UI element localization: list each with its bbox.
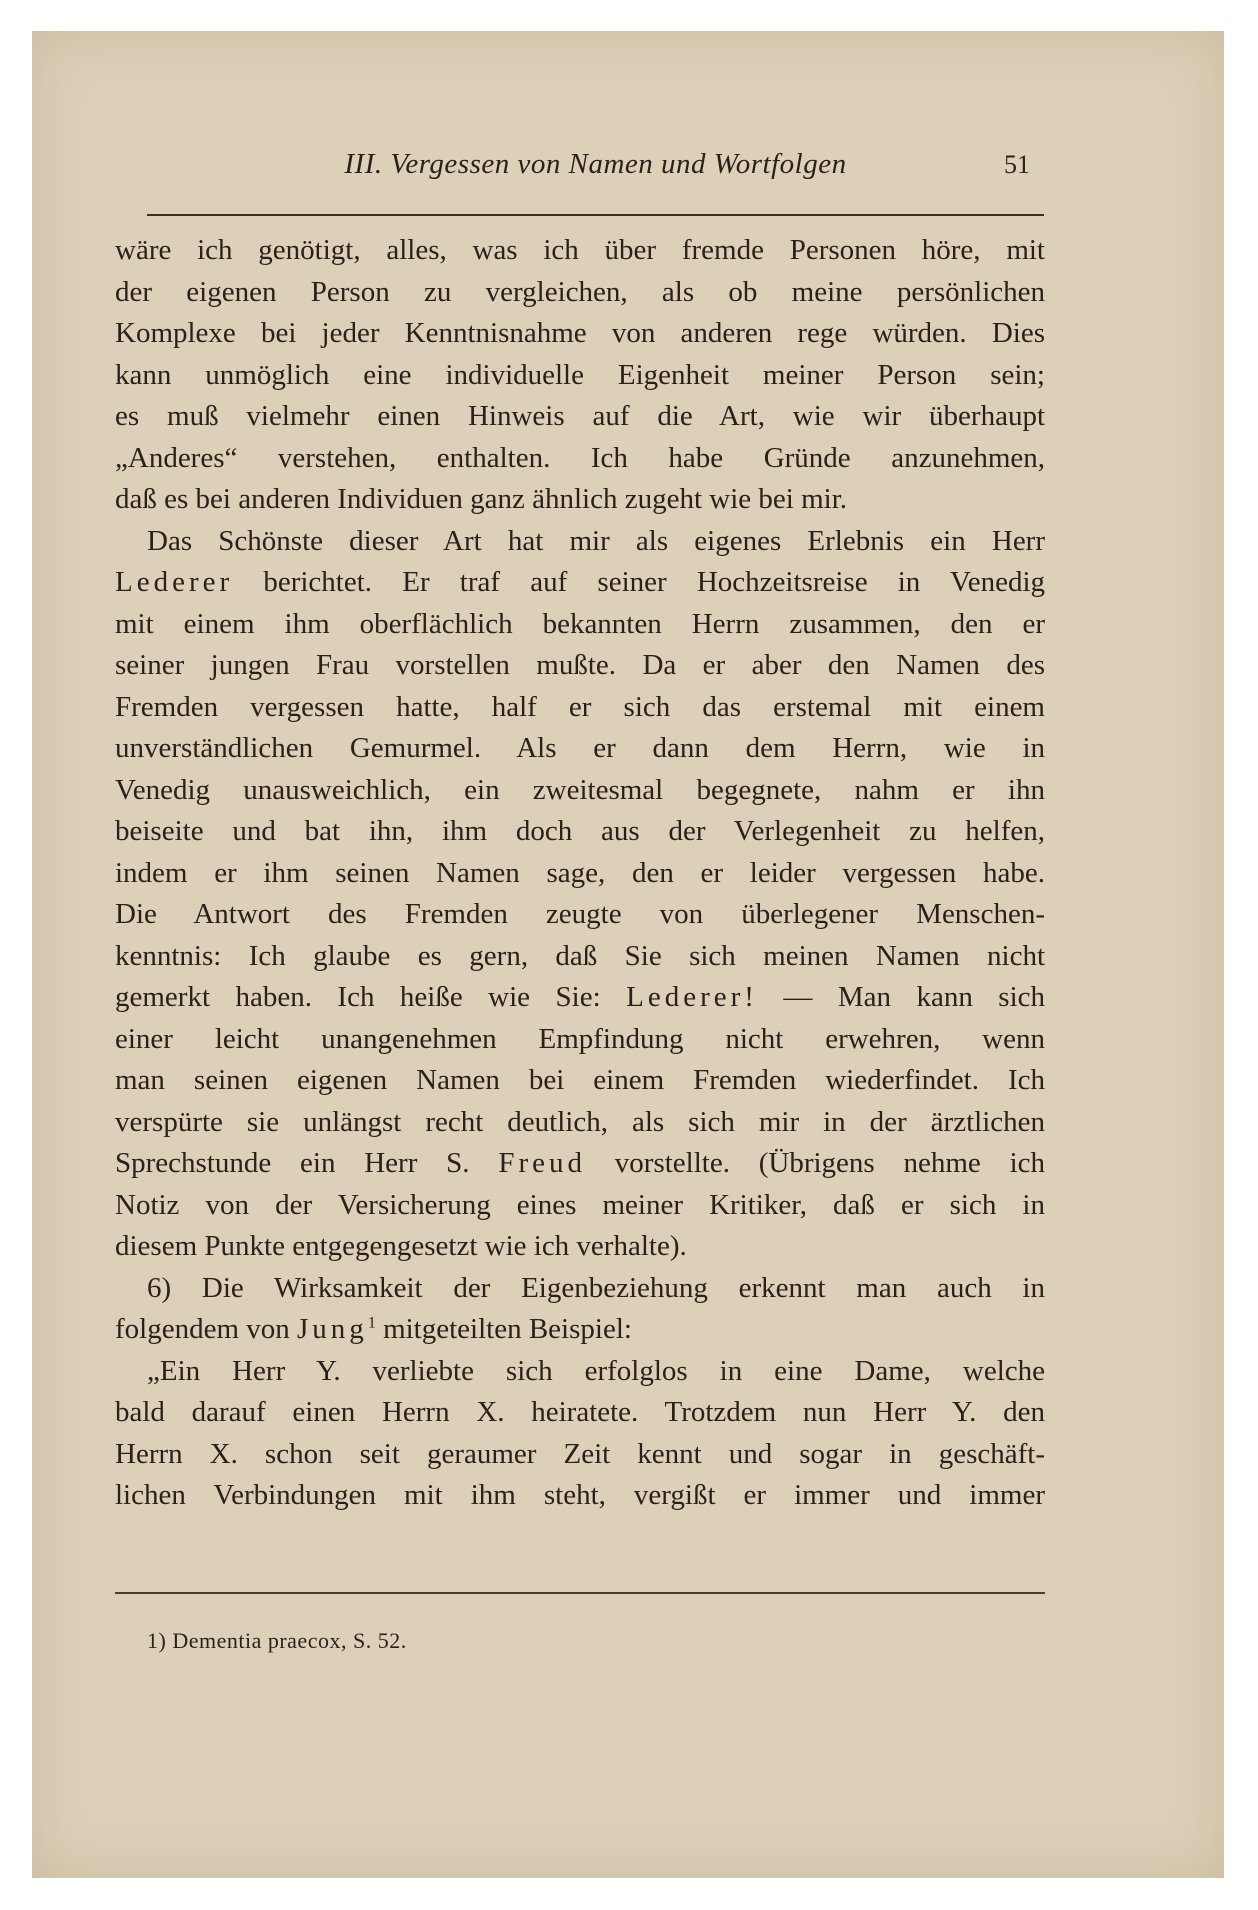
- body-text: [115, 230, 1045, 1517]
- text-line: mit einem ihm oberflächlich bekannten Herrn zusammen, den er: [115, 607, 1045, 640]
- text-line: „Anderes“ verstehen, enthalten. Ich habe Gründe anzunehmen,: [115, 441, 1045, 474]
- text-span: vorstellte. (Übrigens nehme ich: [614, 1147, 1045, 1179]
- text-line: 6) Die Wirksamkeit der Eigenbeziehung erkennt man auch in: [147, 1271, 1045, 1304]
- text-line: Venedig unausweichlich, ein zweitesmal begegnete, nahm er ihn: [115, 773, 1045, 806]
- text-span: mitgeteilten Beispiel:: [383, 1313, 632, 1345]
- text-line: Das Schönste dieser Art hat mir als eigenes Erlebnis ein Herr: [147, 524, 1045, 557]
- text-line: lichen Verbindungen mit ihm steht, vergißt er immer und immer: [115, 1479, 1045, 1511]
- text-line: Herrn X. schon seit geraumer Zeit kennt und sogar in geschäft-: [115, 1437, 1045, 1470]
- text-span: gemerkt haben. Ich heiße wie Sie:: [115, 981, 601, 1013]
- footnote-marker: 1: [367, 1314, 376, 1332]
- running-header: [147, 140, 1044, 188]
- text-line: [115, 562, 1045, 604]
- text-line: Komplexe bei jeder Kenntnisnahme von anderen rege würden. Dies: [115, 317, 1045, 349]
- footnote: 1) Dementia praecox, S. 52.: [147, 1628, 407, 1653]
- text-span: berichtet. Er traf auf seiner Hochzeitsreise in Venedig: [263, 566, 1045, 598]
- header-rule: [147, 214, 1044, 216]
- text-line: kann unmöglich eine individuelle Eigenheit meiner Person sein;: [115, 358, 1045, 391]
- spaced-name: Lederer: [115, 566, 234, 598]
- spaced-name: Lederer!: [626, 981, 758, 1013]
- text-line: indem er ihm seinen Namen sage, den er leider vergessen habe.: [115, 856, 1045, 889]
- text-line: bald darauf einen Herrn X. heiratete. Trotzdem nun Herr Y. den: [115, 1396, 1045, 1428]
- text-line: einer leicht unangenehmen Empfindung nicht erwehren, wenn: [115, 1022, 1045, 1055]
- text-line: daß es bei anderen Individuen ganz ähnlich zugeht wie bei mir.: [115, 483, 847, 515]
- spaced-name: Freud: [498, 1147, 586, 1179]
- text-span: folgendem von: [115, 1313, 290, 1345]
- spaced-name: Jung: [297, 1313, 368, 1345]
- footnote-rule: [115, 1592, 1045, 1594]
- text-line: es muß vielmehr einen Hinweis auf die Art, wie wir überhaupt: [115, 400, 1045, 432]
- text-line: der eigenen Person zu vergleichen, als ob meine persönlichen: [115, 275, 1045, 308]
- text-line: kenntnis: Ich glaube es gern, daß Sie sich meinen Namen nicht: [115, 939, 1045, 972]
- page-number: 51: [1004, 150, 1030, 179]
- text-span: Sprechstunde ein Herr S.: [115, 1147, 470, 1179]
- text-line: wäre ich genötigt, alles, was ich über fremde Personen höre, mit: [115, 234, 1045, 266]
- text-line: seiner jungen Frau vorstellen mußte. Da er aber den Namen des: [115, 649, 1045, 681]
- text-line: [115, 1143, 1045, 1185]
- text-line: [115, 977, 1045, 1019]
- text-line: [115, 1309, 1045, 1351]
- text-line: verspürte sie unlängst recht deutlich, als sich mir in der ärztlichen: [115, 1105, 1045, 1138]
- text-line: Die Antwort des Fremden zeugte von überlegener Menschen-: [115, 898, 1045, 930]
- text-line: Fremden vergessen hatte, half er sich das erstemal mit einem: [115, 690, 1045, 723]
- text-line: Notiz von der Versicherung eines meiner Kritiker, daß er sich in: [115, 1188, 1045, 1221]
- text-line: diesem Punkte entgegengesetzt wie ich verhalte).: [115, 1230, 687, 1262]
- text-line: unverständlichen Gemurmel. Als er dann dem Herrn, wie in: [115, 732, 1045, 764]
- text-span: — Man kann sich: [783, 981, 1045, 1013]
- text-line: „Ein Herr Y. verliebte sich erfolglos in eine Dame, welche: [147, 1354, 1045, 1387]
- text-line: beiseite und bat ihn, ihm doch aus der Verlegenheit zu helfen,: [115, 815, 1045, 847]
- chapter-title: III. Vergessen von Namen und Wortfolgen: [344, 148, 847, 180]
- text-line: man seinen eigenen Namen bei einem Fremden wiederfindet. Ich: [115, 1064, 1045, 1096]
